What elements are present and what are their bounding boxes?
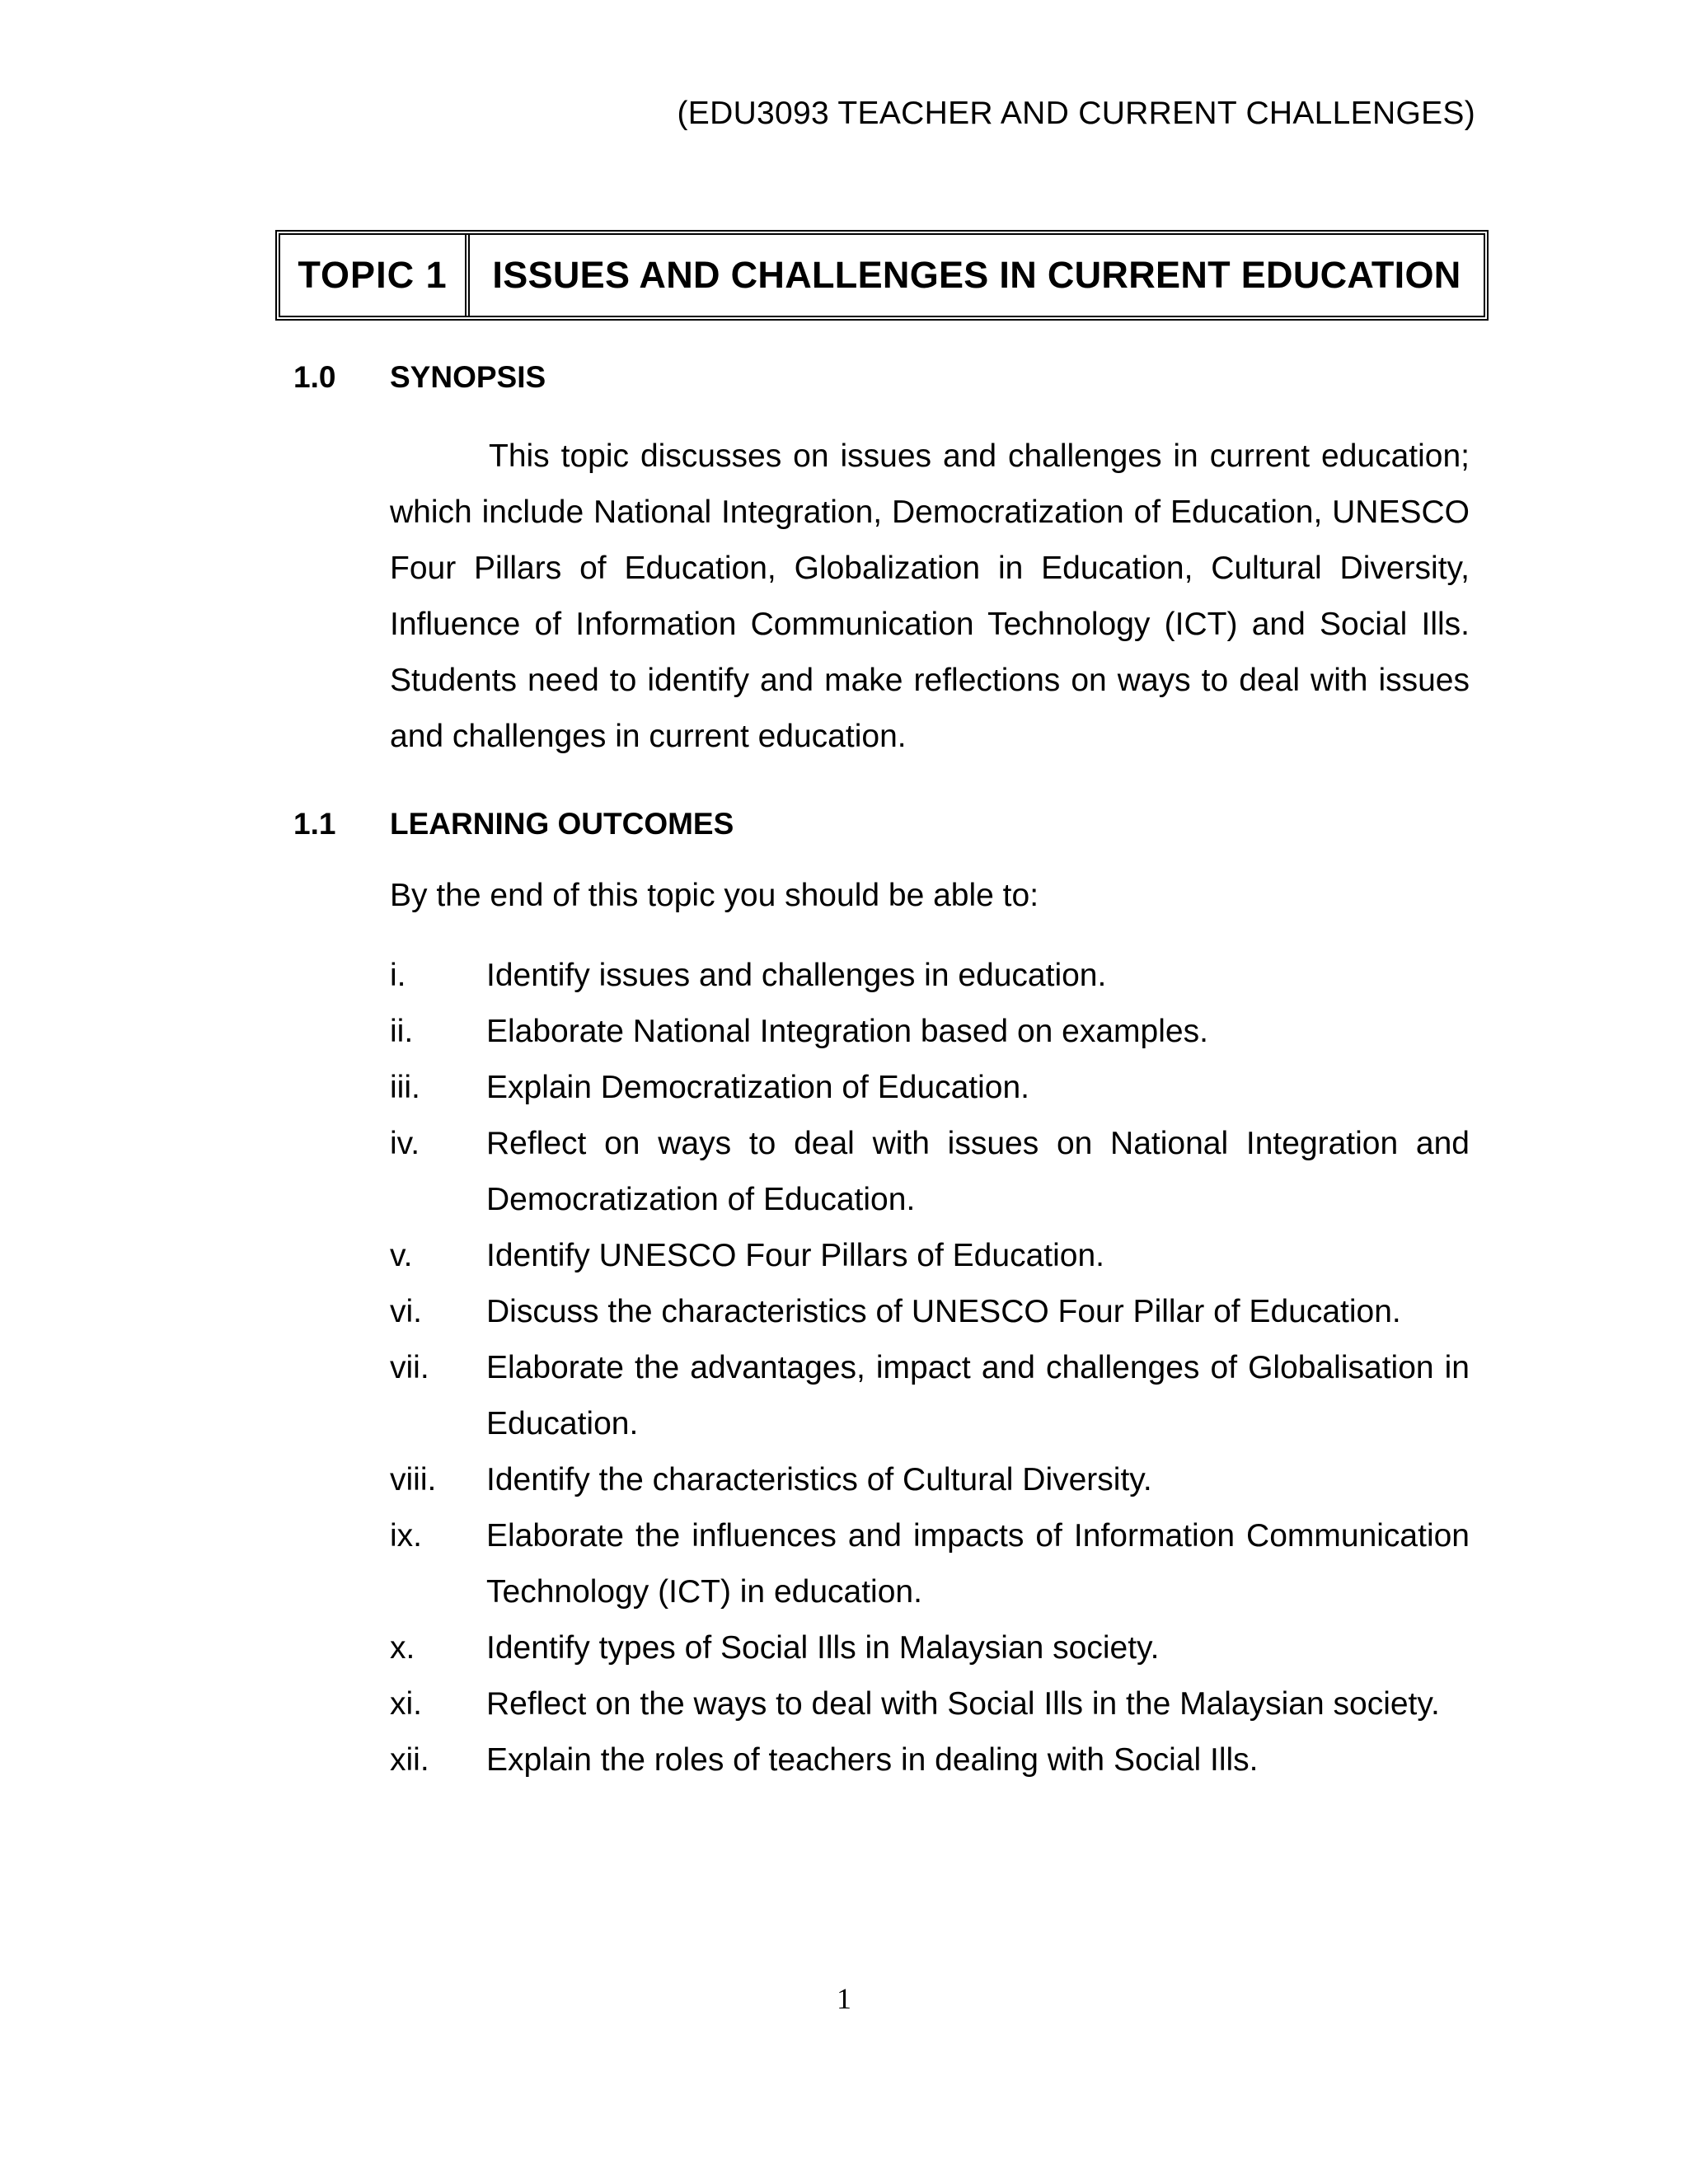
item-number: ii. [390,1014,414,1049]
item-number: v. [390,1238,413,1273]
item-text: Explain Democratization of Education. [486,1070,1030,1105]
list-item [390,1340,1470,1452]
synopsis-heading [293,360,546,395]
item-text: Elaborate the influences and impacts of Information Communication Technology (ICT) in education. [486,1518,1470,1610]
list-item [390,1004,1470,1060]
synopsis-paragraph: This topic discusses on issues and challenges in current education; which include National Integration, Democratization of Education, UNESCO Four Pillars of Education, Globalization in Education, Cultural Diversity, Influence of Information Communication Technology (ICT) and Social Ills. Students need to identify and make reflections on ways to deal with issues and challenges in current education. [390,438,1470,754]
item-number: iv. [390,1126,420,1161]
item-text: Reflect on ways to deal with issues on National Integration and Democratization of Education. [486,1126,1470,1217]
item-number: i. [390,958,406,993]
item-number: vi. [390,1294,422,1329]
list-item [390,948,1470,1004]
section-number: 1.1 [293,807,336,841]
item-number: iii. [390,1070,420,1105]
page-number: 1 [837,1982,851,2015]
section-title: LEARNING OUTCOMES [390,807,734,841]
item-text: Elaborate the advantages, impact and challenges of Globalisation in Education. [486,1350,1470,1441]
list-item [390,1508,1470,1620]
item-number: xii. [390,1742,429,1778]
item-text: Identify the characteristics of Cultural Diversity. [486,1462,1152,1497]
running-header: (EDU3093 TEACHER AND CURRENT CHALLENGES) [677,96,1475,131]
topic-title-box [275,230,1489,321]
topic-label: TOPIC 1 [280,235,470,316]
section-number: 1.0 [293,360,336,394]
list-item [390,1620,1470,1676]
item-text: Elaborate National Integration based on examples. [486,1014,1208,1049]
topic-title: ISSUES AND CHALLENGES IN CURRENT EDUCATION [492,254,1461,296]
section-title: SYNOPSIS [390,360,546,394]
list-item [390,1116,1470,1228]
list-item [390,1228,1470,1284]
list-item [390,1060,1470,1116]
list-item [390,1732,1470,1788]
item-number: x. [390,1630,415,1666]
item-text: Explain the roles of teachers in dealing with Social Ills. [486,1742,1259,1778]
learning-outcomes-list [390,948,1470,1788]
item-text: Identify UNESCO Four Pillars of Education. [486,1238,1104,1273]
item-number: viii. [390,1462,437,1497]
list-item [390,1676,1470,1732]
item-text: Reflect on the ways to deal with Social Ills in the Malaysian society. [486,1686,1440,1722]
learning-outcomes-heading [293,807,734,841]
item-text: Discuss the characteristics of UNESCO Four Pillar of Education. [486,1294,1401,1329]
list-item [390,1452,1470,1508]
item-text: Identify issues and challenges in education. [486,958,1107,993]
item-text: Identify types of Social Ills in Malaysian society. [486,1630,1160,1666]
item-number: vii. [390,1350,429,1385]
item-number: ix. [390,1518,422,1554]
list-item [390,1284,1470,1340]
outcomes-intro: By the end of this topic you should be able to: [390,878,1039,913]
item-number: xi. [390,1686,422,1722]
